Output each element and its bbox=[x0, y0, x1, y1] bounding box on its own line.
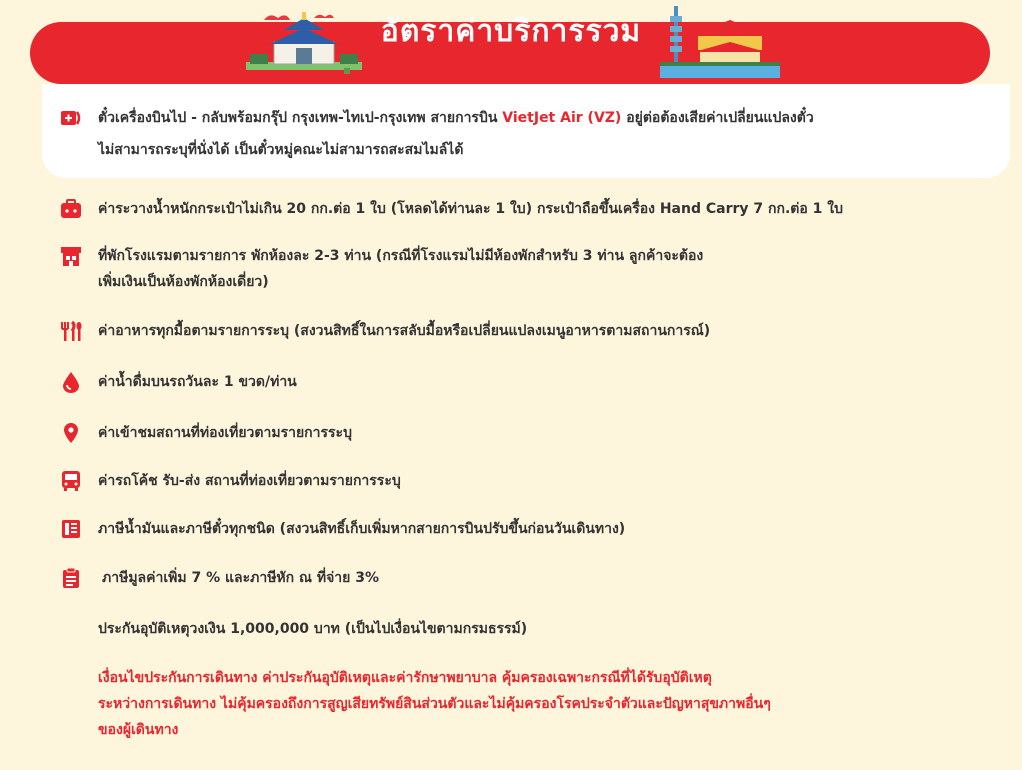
flight-seat-note: ไม่สามารถระบุที่นั่งได้ เป็นตั๋วหมู่คณะไม่สามารถสะสมไมล์ได้ bbox=[98, 142, 464, 158]
header-title: อัตราค่าบริการรวม bbox=[380, 13, 642, 49]
flight-icon bbox=[60, 107, 82, 129]
hotel-text-line1: ที่พักโรงแรมตามรายการ พักห้องละ 2-3 ท่าน (กรณีที่โรงแรมไม่มีห้องพักสำหรับ 3 ท่าน ลูกค้าจะต้อง bbox=[98, 248, 704, 264]
insurance-conditions-line1: เงื่อนไขประกันการเดินทาง ค่าประกันอุบัติเหตุและค่ารักษาพยาบาล คุ้มครองเฉพาะกรณีที่ได้รับอุบัติเหตุ bbox=[98, 670, 712, 686]
water-drop-icon bbox=[60, 371, 82, 393]
flight-text-prefix: ตั๋วเครื่องบินไป - กลับพร้อมกรุ๊ป กรุงเทพ-ไทเป-กรุงเทพ สายการบิน bbox=[98, 110, 503, 126]
insurance-text: ประกันอุบัติเหตุวงเงิน 1,000,000 บาท (เป็นไปเงื่อนไขตามกรมธรรม์) bbox=[98, 621, 528, 637]
hotel-text-line2: เพิ่มเงินเป็นห้องพักห้องเดี่ยว) bbox=[98, 274, 269, 290]
airline-name: VietJet Air (VZ) bbox=[502, 110, 622, 126]
meal-icon bbox=[60, 320, 82, 342]
flight-info-card bbox=[42, 84, 1010, 178]
clipboard-icon bbox=[60, 567, 82, 589]
taipei-temple-illustration bbox=[660, 6, 780, 86]
vat-text: ภาษีมูลค่าเพิ่ม 7 % และภาษีหัก ณ ที่จ่าย 3% bbox=[102, 570, 380, 586]
water-text: ค่าน้ำดื่มบนรถวันละ 1 ขวด/ท่าน bbox=[98, 374, 297, 390]
admission-text: ค่าเข้าชมสถานที่ท่องเที่ยวตามรายการระบุ bbox=[98, 425, 352, 441]
insurance-conditions-line2: ระหว่างการเดินทาง ไม่คุ้มครองถึงการสูญเสียทรัพย์สินส่วนตัวและไม่คุ้มครองโรคประจำตัวและปัญหาสุขภาพอื่นๆ bbox=[98, 696, 771, 712]
luggage-text: ค่าระวางน้ำหนักกระเป๋าไม่เกิน 20 กก.ต่อ 1 ใบ (โหลดได้ท่านละ 1 ใบ) กระเป๋าถือขึ้นเครื่อง Hand Carry 7 กก.ต่อ 1 ใบ bbox=[98, 201, 843, 217]
location-pin-icon bbox=[60, 422, 82, 444]
hotel-icon bbox=[60, 245, 82, 267]
bus-icon bbox=[60, 470, 82, 492]
fuel-tax-text: ภาษีน้ำมันและภาษีตั๋วทุกชนิด (สงวนสิทธิ์เก็บเพิ่มหากสายการบินปรับขึ้นก่อนวันเดินทาง) bbox=[98, 521, 626, 537]
insurance-conditions-line3: ของผู้เดินทาง bbox=[98, 722, 179, 738]
luggage-icon bbox=[60, 198, 82, 220]
tax-document-icon bbox=[60, 518, 82, 540]
flight-text-suffix: อยู่ต่อต้องเสียค่าเปลี่ยนแปลงตั๋ว bbox=[621, 110, 814, 126]
coach-text: ค่ารถโค้ช รับ-ส่ง สถานที่ท่องเที่ยวตามรายการระบุ bbox=[98, 473, 401, 489]
meals-text: ค่าอาหารทุกมื้อตามรายการระบุ (สงวนสิทธิ์ในการสลับมื้อหรือเปลี่ยนแปลงเมนูอาหารตามสถานการณ์) bbox=[98, 323, 711, 339]
